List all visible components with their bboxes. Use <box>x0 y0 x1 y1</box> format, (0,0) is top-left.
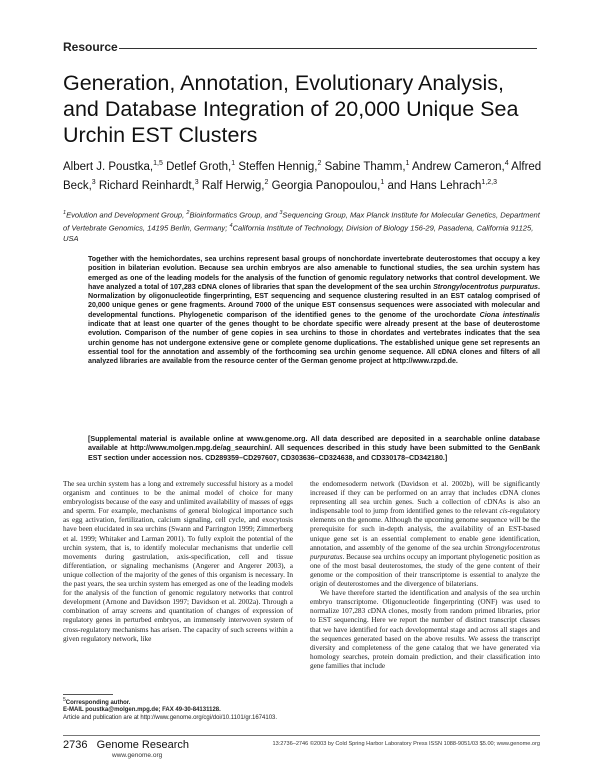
footer-rule <box>63 735 540 736</box>
affiliation-mark: 2 <box>186 210 190 216</box>
author-name: Alfred Beck, <box>63 160 542 192</box>
author-name: Albert J. Poustka, <box>63 160 154 173</box>
species-name: Strongylocentrotus purpuratus <box>433 282 539 291</box>
copyright-line: 13:2736–2746 ©2003 by Cold Spring Harbor Laboratory Press ISSN 1088-9051/03 $5.00; www.genome.org <box>272 741 540 747</box>
header-rule <box>119 48 537 49</box>
body-paragraph <box>310 479 540 588</box>
affiliation-mark: 4 <box>229 222 233 229</box>
author-name: Ralf Herwig, <box>201 179 265 192</box>
affiliation-mark: 2 <box>317 160 322 167</box>
page-number: 2736 <box>63 739 88 751</box>
body-paragraph: We have therefore started the identification and analysis of the sea urchin embryo transcriptome. Oligonucleotide fingerprinting (ONF) was used to normalize 107,283 cDNA clones, mostly from random primed libraries, prior to EST sequencing. Here we report the number of distinct transcript classes that we have identified for each developmental stage and across all stages and the sequences generated based on the above results. We assess the transcript diversity and completeness of the gene catalog that we have generated via homology searches, protein domain prediction, and their classification into gene families that include <box>310 588 540 670</box>
contact-line: E-MAIL poustka@molgen.mpg.de; FAX 49-30-84131128. <box>63 707 221 714</box>
footnote-rule <box>63 694 113 695</box>
affiliation-mark: 3 <box>279 210 283 216</box>
author-name: Detlef Groth, <box>166 160 232 173</box>
affiliation-mark: 1 <box>231 160 236 167</box>
affiliation-text: Evolution and Development Group, <box>66 210 187 220</box>
affiliation-mark: 1 <box>380 178 385 186</box>
author-list <box>63 156 543 194</box>
body-text: the endomesoderm network (Davidson et al. 2002b), will be significantly increased if they can be performed on an array that includes cDNA clones representing all sea urchin genes. Such a collection of cDNAs is also an indispensable tool to jump from identified genes to the relevant <box>310 479 540 516</box>
footer-journal <box>63 739 189 751</box>
affiliation-text: Bioinformatics Group, and <box>189 210 280 220</box>
affiliation-mark: 3 <box>194 178 199 186</box>
affiliation-mark: 1 <box>405 160 410 167</box>
journal-name: Genome Research <box>96 739 189 751</box>
article-title: Generation, Annotation, Evolutionary Analysis, and Database Integration of 20,000 Unique Sea Urchin EST Clusters <box>63 71 519 147</box>
journal-url[interactable]: www.genome.org <box>112 752 163 759</box>
affiliation-text: California Institute of Technology, Division of Biology 156-29, Pasadena, California 91125, USA <box>63 223 534 244</box>
abstract <box>88 255 540 367</box>
species-name: Ciona intestinalis <box>479 310 540 319</box>
author-name: Andrew Cameron, <box>412 160 505 173</box>
author-name: and Hans Lehrach <box>387 179 482 192</box>
author-name: Sabine Thamm, <box>324 160 406 173</box>
affiliation-text: Sequencing Group, Max Planck Institute for Molecular Genetics, Department of Vertebrate Genomics, 14195 Berlin, Germany; <box>63 210 540 233</box>
affiliation-mark: 3 <box>91 178 96 186</box>
species-name: Strongylocentrotus purpuratus <box>310 542 540 561</box>
affiliation-mark: 2 <box>264 178 269 186</box>
footnote <box>63 697 293 722</box>
article-doi: Article and publication are at http://www.genome.org/cgi/doi/10.1101/gr.1674103. <box>63 714 278 721</box>
affiliation-mark: 1,5 <box>153 160 163 167</box>
supplemental-note: [Supplemental material is available online at www.genome.org. All data described are deposited in a searchable online database available at http://www.molgen.mpg.de/ag_seaurchin/. All sequences described in this study have been submitted to the GenBank EST section under accession nos. CD289359–CD297607, CD303636–CD324638, and CD330178–CD342180.] <box>88 435 540 462</box>
abstract-text: Together with the hemichordates, sea urchins represent basal groups of nonchordate invertebrate deuterostomes that occupy a key position in bilaterian evolution. Because sea urchin embryos are also amenable to functional studies, the sea urchin system has emerged as one of the leading models for the analysis of the function of genomic regulatory networks that control development. We have analyzed a total of 107,283 cDNA clones of libraries that span the development of the sea urchin <box>88 255 540 291</box>
author-name: Steffen Hennig, <box>238 160 318 173</box>
body-column-left <box>63 479 293 643</box>
affiliation-mark: 4 <box>504 160 509 167</box>
footnote-mark: 5 <box>63 697 66 703</box>
section-label: Resource <box>63 40 118 54</box>
corresponding-author <box>63 697 293 707</box>
italic-term: cis <box>499 506 508 516</box>
abstract-text: . Normalization by oligonucleotide fingerprinting, EST sequencing and sequence clustering resulted in an EST catalog comprised of 20,000 unique genes or gene fragments. Around 7000 of the unique EST consensus sequences were associated with molecular and developmental functions. Phylogenetic comparison of the identified genes to the genome of the urochordate <box>88 282 540 319</box>
abstract-text: indicate that at least one quarter of the genes thought to be chordate specific were already present at the base of deuterostome evolution. Comparison of the number of gene copies in sea urchins to those in chordates and vertebrates indicates that the sea urchin genome has not undergone extensive gene or complete genome duplications. The established unique gene set represents an essential tool for the annotation and assembly of the forthcoming sea urchin genome sequence. All cDNA clones and filters of all analyzed libraries are available from the resource center of the German genome project at http://www.rzpd.de. <box>88 320 540 366</box>
body-text: . Because sea urchins occupy an important phylogenetic position as one of the most basal deuterostomes, the study of the gene content of their genome or the composition of their transcriptome is essential to analyze the origin of deuterostomes and the divergence of bilaterians. <box>310 551 540 589</box>
affiliations <box>63 208 543 244</box>
body-paragraph: The sea urchin system has a long and extremely successful history as a model organism and continues to be the animal model of choice for many embryologists because of the easy and unlimited availability of masses of eggs and sperm. For example, mechanisms of general biological importance such as egg activation, fertilization, calcium signaling, cell cycle, and exocytosis have been elucidated in sea urchins (Swann and Parrington 1999; Zimmerberg et al. 1999; Whitaker and Larman 2001). To fully exploit the potential of the urchin system, that is, to identify molecular mechanisms that underlie cell movements during gastrulation, axis-specification, cell and tissue differentiation, or signaling mechanisms (Angerer and Angerer 2003), a unique collection of the majority of the genes of this organism is necessary. In the past years, the sea urchin system has emerged as one of the leading models for the analysis of the function of genomic regulatory networks that control development (Arnone and Davidson 1997; Davidson et al. 2002a). Through a combination of array screens and quantitation of changes of expression of regulatory genes in perturbed embryos, an immensely interwoven system of cross-regulatory mechanisms has arisen. The capacity of such screens within a given regulatory network, like <box>63 479 293 643</box>
author-name: Richard Reinhardt, <box>98 179 195 192</box>
corresponding-label: Corresponding author. <box>65 700 131 706</box>
body-text: -regulatory elements on the genome. Although the upcoming genome sequence will be the prerequisite for such in-depth analysis, the availability of an EST-based unique gene set is an essential complement to enable gene identification, annotation, and assembly of the genome of the sea urchin <box>310 506 540 552</box>
body-column-right <box>310 479 540 670</box>
affiliation-mark: 1,2,3 <box>481 178 497 186</box>
affiliation-mark: 1 <box>63 210 67 216</box>
author-name: Georgia Panopoulou, <box>271 179 381 192</box>
